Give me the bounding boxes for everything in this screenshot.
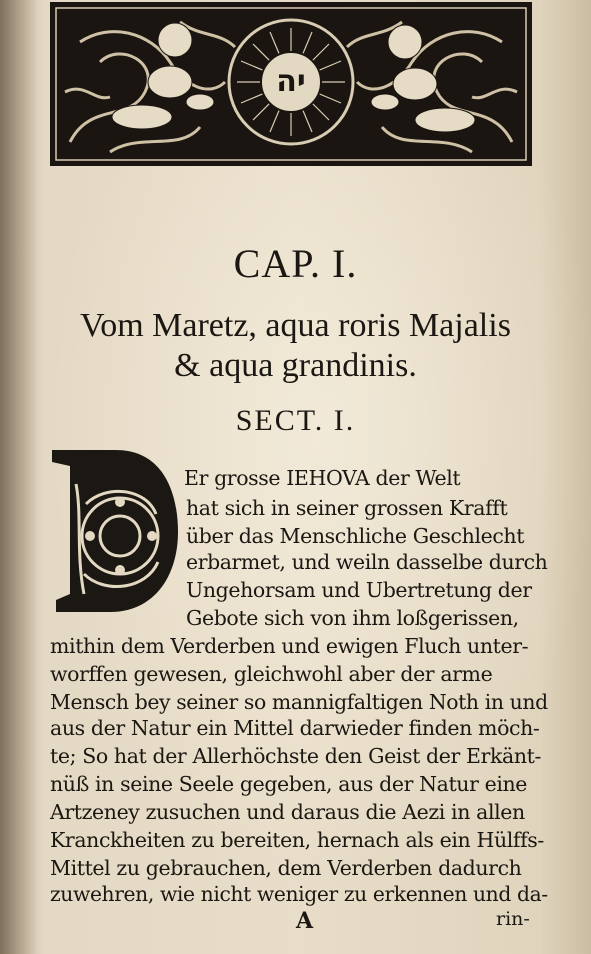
signature-mark: A — [296, 908, 314, 934]
catchword: rin- — [496, 908, 530, 930]
body-line: Ungehorsam und Ubertretung der — [186, 578, 532, 602]
body-line: Er grosse IEHOVA der Welt — [184, 466, 461, 490]
chapter-heading-line-2: & aqua grandinis. — [174, 347, 417, 384]
body-line: zuwehren, wie nicht weniger zu erkennen und da- — [50, 882, 548, 906]
section-title: SECT. I. — [235, 404, 356, 437]
body-line: Mittel zu gebrauchen, dem Verderben dadurch — [50, 856, 522, 880]
headpiece-ornament — [50, 2, 532, 166]
body-line: mithin dem Verderben und ewigen Fluch unter- — [50, 634, 529, 658]
body-line: Mensch bey seiner so mannigfaltigen Noth in und — [50, 690, 548, 714]
body-line: Kranckheiten zu bereiten, hernach als ein Hülffs- — [50, 828, 544, 852]
body-line: über das Menschliche Geschlecht — [186, 524, 525, 548]
headpiece-emblem-text: יה — [276, 64, 306, 99]
gutter-shadow — [0, 0, 38, 954]
body-line: te; So hat der Allerhöchste den Geist der Erkänt- — [50, 744, 541, 768]
body-line: worffen gewesen, gleichwohl aber der arme — [50, 662, 493, 686]
body-line: erbarmet, und weiln dasselbe durch — [186, 550, 548, 574]
chapter-heading-line-1: Vom Maretz, aqua roris Majalis — [80, 307, 511, 344]
body-line: aus der Natur ein Mittel darwieder finden möch- — [50, 716, 540, 740]
decorated-initial — [46, 444, 182, 618]
chapter-title: CAP. I. — [233, 241, 358, 286]
body-line: Artzeney zusuchen und daraus die Aezi in allen — [50, 800, 525, 824]
body-line: hat sich in seiner grossen Krafft — [186, 496, 508, 520]
body-line: Gebote sich von ihm loßgerissen, — [186, 606, 519, 630]
body-line: nüß in seine Seele gegeben, aus der Natur eine — [50, 772, 528, 796]
